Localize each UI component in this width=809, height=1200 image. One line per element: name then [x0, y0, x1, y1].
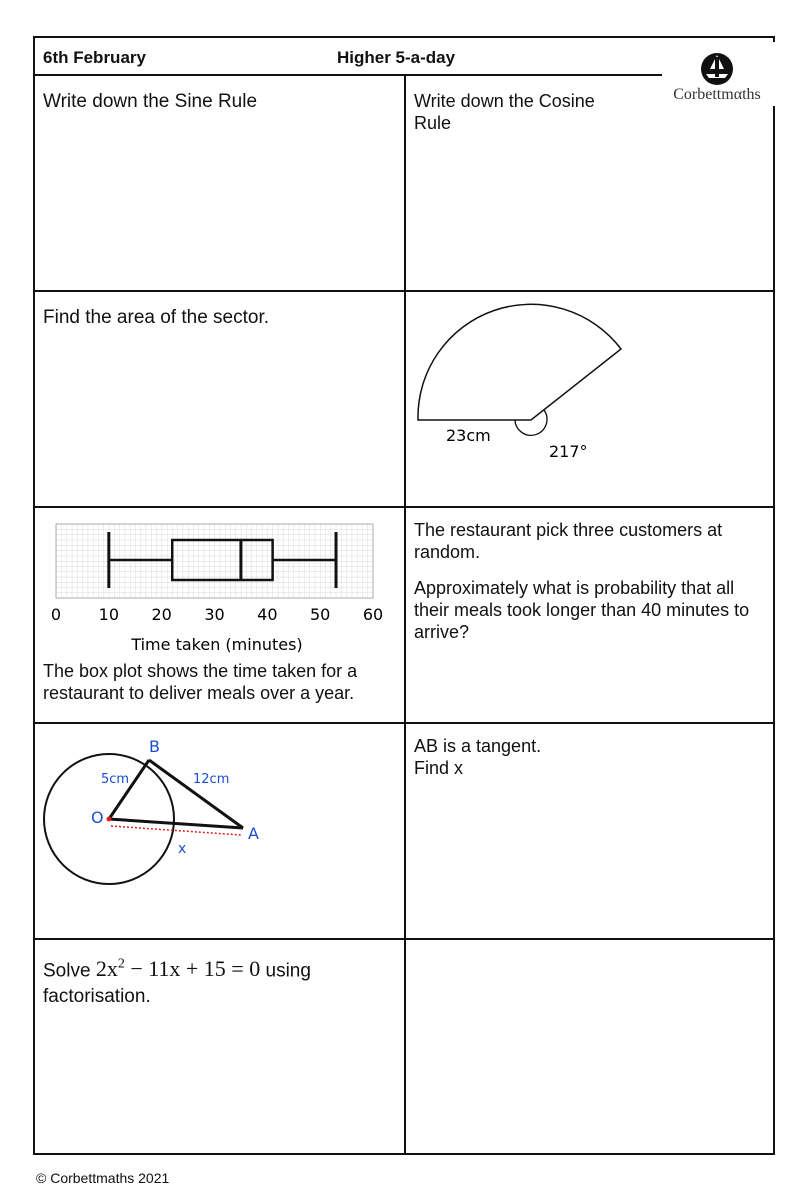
sector-shape: [418, 304, 621, 420]
logo-text: Corbettmαths: [673, 86, 761, 103]
worksheet-title: Higher 5-a-day: [337, 48, 456, 67]
radius-line-ob: [109, 760, 149, 819]
question-3-text: Find the area of the sector.: [43, 307, 270, 328]
question-2-line-2: Rule: [414, 113, 452, 133]
question-5-line-1: AB is a tangent.: [414, 736, 542, 756]
question-2-line-1: Write down the Cosine: [414, 91, 595, 111]
sector-angle-label: 217°: [549, 442, 588, 461]
axis-tick-label: 20: [151, 605, 172, 624]
question-3-cell: [35, 292, 406, 508]
question-4-line-2: random.: [414, 542, 481, 562]
axis-tick-label: 50: [309, 605, 331, 624]
question-4-line-1: The restaurant pick three customers at: [414, 520, 723, 540]
point-a-label: A: [248, 824, 259, 843]
question-4-line-4: their meals took longer than 40 minutes to: [414, 600, 750, 620]
axis-tick-label: 30: [204, 605, 225, 624]
worksheet: [33, 36, 775, 1155]
line-oa: [109, 819, 243, 828]
question-2-cell: [406, 76, 775, 292]
equation: [96, 956, 260, 981]
question-6-prefix: Solve: [43, 960, 91, 982]
question-6-cell: [35, 940, 406, 1155]
header-row: [35, 38, 665, 76]
point-o-label: O: [91, 808, 104, 827]
question-1-cell: [35, 76, 406, 292]
question-1-text: Write down the Sine Rule: [43, 91, 258, 112]
box-plot-description: [43, 660, 357, 704]
question-5-line-2: Find x: [414, 758, 464, 778]
box-plot-description-line-1: The box plot shows the time taken for a: [43, 661, 358, 681]
question-6-line-2: factorisation.: [43, 986, 151, 1008]
box-plot-description-line-2: restaurant to deliver meals over a year.: [43, 683, 355, 703]
question-5-text: [414, 735, 764, 779]
equation-exponent: 2: [117, 957, 125, 972]
tangent-12cm-label: 12cm: [193, 772, 230, 787]
question-6-suffix: using: [265, 960, 311, 982]
question-4-text-cell: [406, 508, 775, 724]
question-4-text: [414, 519, 764, 643]
question-4-line-5: arrive?: [414, 622, 470, 642]
equation-term-1: 2x: [95, 956, 118, 982]
angle-arc: [515, 410, 547, 435]
length-x-label: x: [178, 841, 187, 857]
equation-term-2: − 11x + 15 = 0: [124, 956, 261, 982]
date-label: 6th February: [43, 48, 146, 67]
tangent-line-ab: [149, 760, 243, 828]
axis-tick-label: 0: [50, 605, 62, 624]
question-6-line-1: [43, 952, 311, 984]
axis-tick-label: 40: [257, 605, 278, 624]
centre-point: [107, 817, 112, 822]
box-plot: [35, 508, 404, 658]
question-5-text-cell: [406, 724, 775, 940]
question-4-line-3: Approximately what is probability that all: [414, 578, 735, 598]
question-5-diagram-cell: [35, 724, 406, 940]
box-plot-axis-label: Time taken (minutes): [131, 635, 303, 654]
question-6-text: [43, 952, 311, 1010]
axis-tick-label: 10: [98, 605, 120, 624]
question-4-cell: [35, 508, 406, 724]
copyright-footer: © Corbettmaths 2021: [36, 1170, 170, 1186]
tangent-diagram: [35, 724, 404, 938]
question-6-answer-cell: [406, 940, 775, 1155]
question-2-text: [414, 90, 764, 134]
question-3-diagram-cell: [406, 292, 775, 508]
sector-diagram: [406, 292, 775, 506]
point-b-label: B: [149, 737, 160, 756]
axis-tick-label: 60: [362, 605, 384, 624]
sector-radius-label: 23cm: [446, 426, 491, 445]
radius-5cm-label: 5cm: [101, 772, 130, 787]
